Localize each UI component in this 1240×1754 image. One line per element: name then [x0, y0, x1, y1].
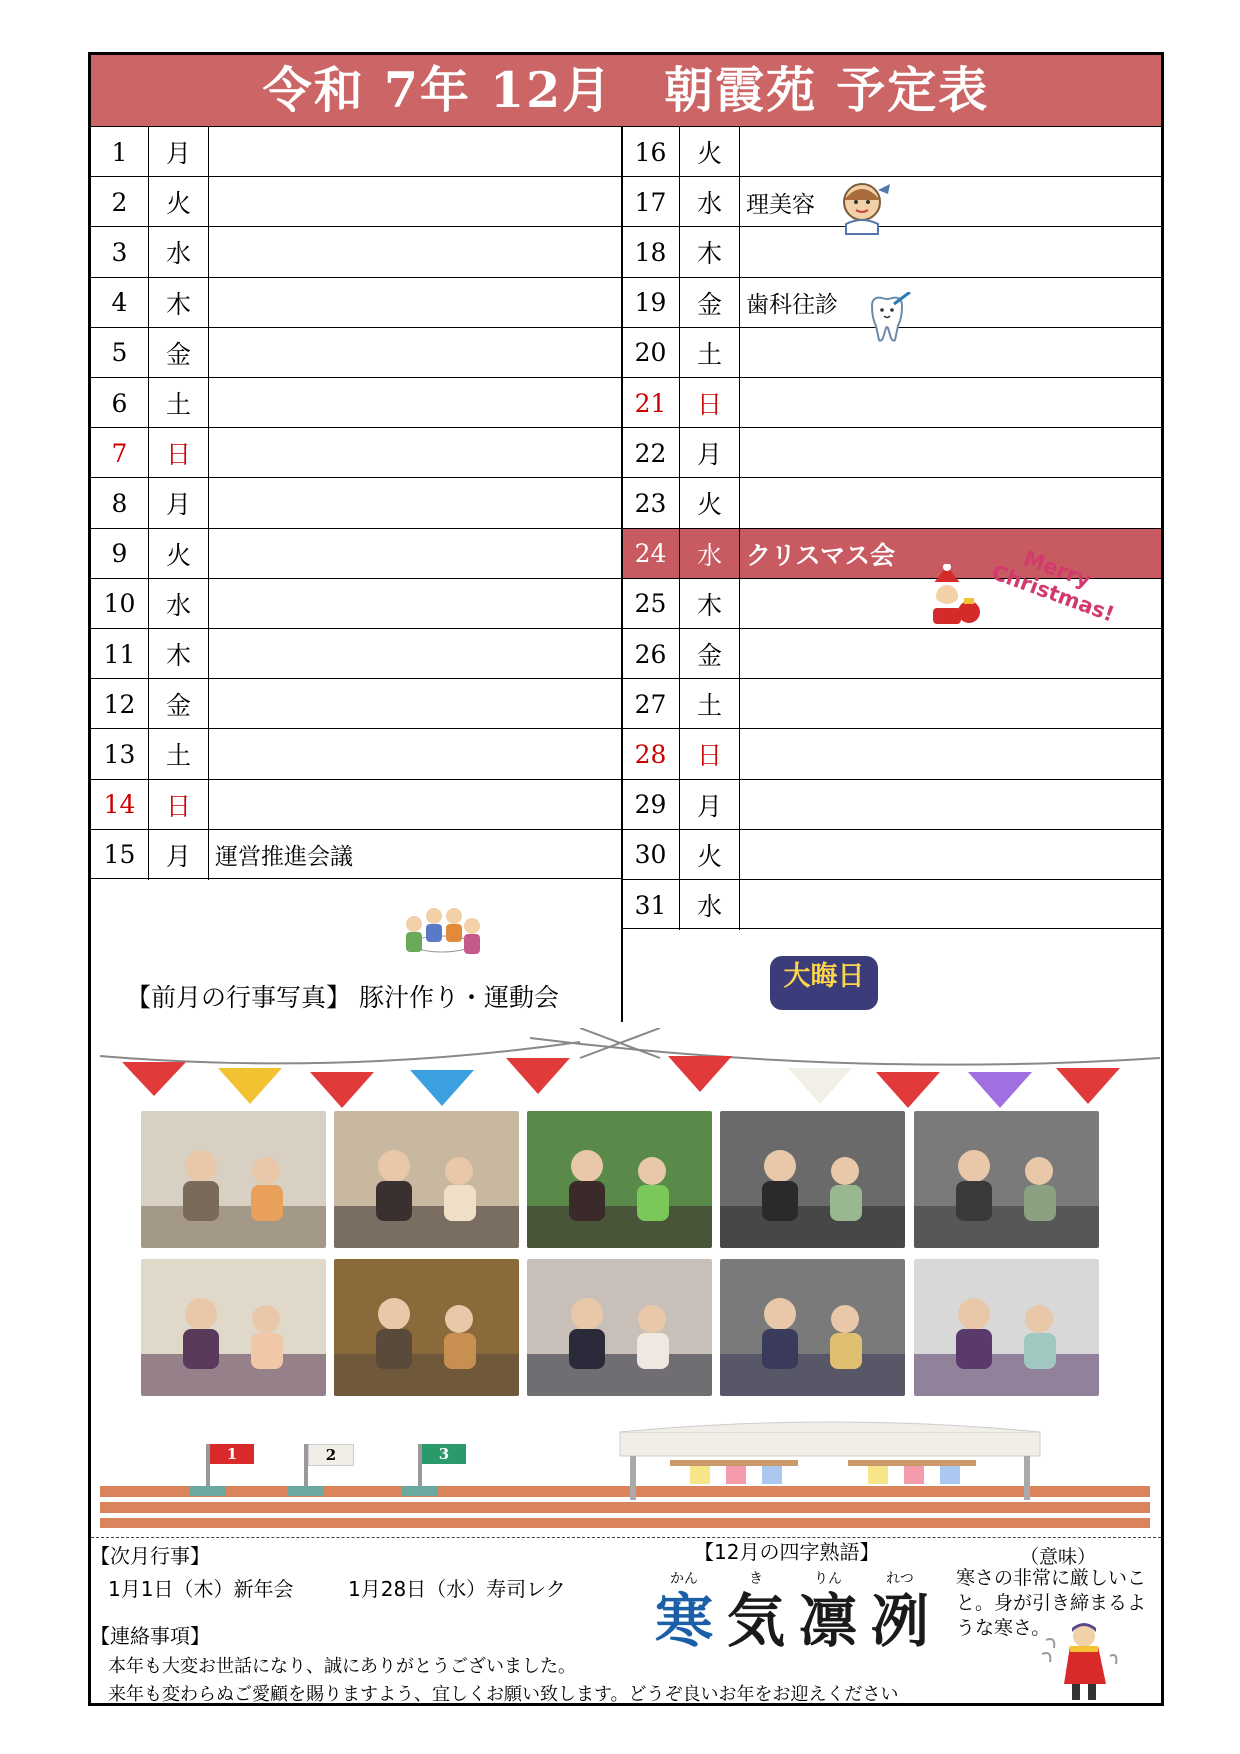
calendar-event: [740, 428, 1161, 478]
calendar-event: [209, 629, 622, 679]
calendar-weekday: 木: [680, 227, 740, 277]
yojijukugo-reading: き: [749, 1571, 763, 1587]
bunting-decoration: [100, 1028, 1160, 1120]
race-flag-1: 1: [210, 1444, 254, 1464]
calendar-date: 9: [91, 529, 149, 579]
calendar-date: 17: [622, 177, 680, 227]
yojijukugo-char-2: [720, 1568, 792, 1654]
calendar-event: クリスマス会: [746, 540, 896, 570]
calendar-event: [209, 729, 622, 779]
calendar-weekday: 金: [680, 629, 740, 679]
calendar-event: [740, 127, 1161, 177]
event-photo: [334, 1111, 519, 1248]
calendar-weekday: 月: [149, 127, 209, 177]
calendar-weekday: 金: [149, 328, 209, 378]
calendar-weekday: 日: [680, 729, 740, 779]
yojijukugo-char-4: [864, 1568, 936, 1654]
calendar-date: 12: [91, 679, 149, 729]
calendar-event: [740, 478, 1161, 528]
calendar-row: [91, 327, 622, 377]
calendar-row: [91, 829, 622, 879]
calendar-date: 27: [622, 679, 680, 729]
calendar-weekday: 火: [680, 478, 740, 528]
yojijukugo-heading: 【12月の四字熟語】: [694, 1540, 880, 1564]
calendar-left-column: [91, 126, 622, 966]
calendar-event: [740, 830, 1161, 880]
calendar-weekday: 日: [149, 428, 209, 478]
calendar-weekday: 水: [680, 880, 740, 930]
calendar-date: 22: [622, 428, 680, 478]
calendar-date: 5: [91, 328, 149, 378]
yojijukugo-reading: りん: [814, 1571, 842, 1587]
calendar-weekday: 火: [680, 127, 740, 177]
calendar-weekday: 土: [149, 729, 209, 779]
calendar-event: [209, 478, 622, 528]
calendar-date: 8: [91, 478, 149, 528]
calendar-weekday: 月: [680, 428, 740, 478]
calendar-weekday: 木: [149, 278, 209, 328]
calendar-date: 24: [622, 529, 680, 579]
calendar-event: [740, 378, 1161, 428]
calendar-row: [91, 226, 622, 276]
calendar-date: 6: [91, 378, 149, 428]
calendar-date: 31: [622, 880, 680, 930]
calendar-date: 21: [622, 378, 680, 428]
calendar-weekday: 土: [680, 679, 740, 729]
next-month-heading: 【次月行事】: [90, 1544, 210, 1568]
calendar-row: [91, 427, 622, 477]
calendar-date: 1: [91, 127, 149, 177]
calendar-date: 18: [622, 227, 680, 277]
hairdresser-icon: [834, 180, 892, 236]
calendar-row: [91, 126, 622, 176]
calendar-date: 15: [91, 830, 149, 880]
calendar-row: [622, 628, 1161, 678]
event-photo: [914, 1259, 1099, 1396]
calendar-row: [91, 728, 622, 778]
calendar-weekday: 月: [149, 830, 209, 880]
calendar-row: [91, 578, 622, 628]
calendar-weekday: 日: [149, 780, 209, 830]
calendar-event: [209, 378, 622, 428]
previous-month-heading: 【前月の行事写真】 豚汁作り・運動会: [126, 983, 559, 1012]
event-photo: [914, 1111, 1099, 1248]
event-photo: [527, 1111, 712, 1248]
calendar-date: 29: [622, 780, 680, 830]
calendar-weekday: 土: [680, 328, 740, 378]
calendar-weekday: 土: [149, 378, 209, 428]
calendar-event: [209, 278, 622, 328]
calendar-row: [622, 728, 1161, 778]
calendar-event: [209, 227, 622, 277]
calendar-weekday: 木: [680, 579, 740, 629]
calendar-date: 14: [91, 780, 149, 830]
calendar-row: [622, 126, 1161, 176]
meaning-heading: （意味）: [1020, 1546, 1097, 1568]
event-photo: [527, 1259, 712, 1396]
calendar-weekday: 火: [149, 177, 209, 227]
calendar-date: 10: [91, 579, 149, 629]
calendar-row: [622, 779, 1161, 829]
calendar-event: [740, 227, 1161, 277]
calendar-weekday: 水: [680, 177, 740, 227]
calendar-event: [209, 127, 622, 177]
calendar-row: [91, 528, 622, 578]
calendar-weekday: 火: [149, 529, 209, 579]
calendar-weekday: 金: [149, 679, 209, 729]
calendar-date: 13: [91, 729, 149, 779]
calendar-weekday: 木: [149, 629, 209, 679]
calendar-event: [209, 679, 622, 729]
calendar-row: [91, 176, 622, 226]
page-title: 令和 7年 12月 朝霞苑 予定表: [91, 55, 1161, 126]
calendar-weekday: 月: [680, 780, 740, 830]
next-month-item-2: 1月28日（水）寿司レク: [348, 1577, 566, 1601]
calendar-date: 26: [622, 629, 680, 679]
yojijukugo-row: [648, 1568, 938, 1668]
calendar-row: [91, 377, 622, 427]
calendar-event: [209, 428, 622, 478]
event-photo: [720, 1259, 905, 1396]
calendar-date: 2: [91, 177, 149, 227]
event-photo: [141, 1111, 326, 1248]
yojijukugo-kanji: 寒: [654, 1587, 713, 1655]
next-month-item-1: 1月1日（木）新年会: [108, 1577, 294, 1601]
calendar-event: [209, 579, 622, 629]
calendar-date: 28: [622, 729, 680, 779]
calendar-event: 理美容: [746, 191, 815, 218]
event-photo: [720, 1111, 905, 1248]
calendar-date: 25: [622, 579, 680, 629]
calendar-date: 20: [622, 328, 680, 378]
calendar-row: [91, 628, 622, 678]
yojijukugo-char-3: [792, 1568, 864, 1654]
calendar-row: [622, 678, 1161, 728]
calendar-date: 23: [622, 478, 680, 528]
meaning-text: 寒さの非常に厳しいこと。身が引き締まるような寒さ。: [956, 1567, 1147, 1639]
calendar-weekday: 水: [149, 227, 209, 277]
calendar-date: 19: [622, 278, 680, 328]
event-photo: [141, 1259, 326, 1396]
calendar-event: [740, 880, 1161, 930]
calendar-weekday: 水: [149, 579, 209, 629]
calendar-event: [740, 780, 1161, 830]
calendar-date: 7: [91, 428, 149, 478]
calendar-event: [209, 529, 622, 579]
race-flag-2: 2: [308, 1444, 354, 1466]
omisoka-badge: 大晦日: [770, 956, 878, 1010]
calendar-event: [209, 177, 622, 227]
calendar-weekday: 金: [680, 278, 740, 328]
yojijukugo-kanji: 気: [726, 1587, 785, 1655]
meeting-people-icon: [394, 904, 490, 962]
calendar-event: [209, 780, 622, 830]
calendar-event: [740, 729, 1161, 779]
calendar-date: 4: [91, 278, 149, 328]
merry-christmas-badge: Merry Christmas!: [988, 546, 1118, 627]
column-divider: [621, 126, 623, 1022]
bottom-top-border: [91, 1537, 1161, 1538]
calendar-event: [740, 629, 1161, 679]
calendar-weekday: 日: [680, 378, 740, 428]
calendar-date: 11: [91, 629, 149, 679]
calendar-event: [209, 328, 622, 378]
calendar-date: 3: [91, 227, 149, 277]
calendar-event: 運営推進会議: [215, 844, 353, 871]
calendar-event: [740, 679, 1161, 729]
calendar-row: [622, 477, 1161, 527]
notice-line-1: 本年も大変お世話になり、誠にありがとうございました。: [108, 1656, 576, 1677]
race-track-decoration: [100, 1418, 1160, 1534]
calendar-row: [91, 477, 622, 527]
yojijukugo-char-1: [648, 1568, 720, 1654]
calendar-row: [91, 779, 622, 829]
cold-person-icon: [1040, 1618, 1124, 1704]
calendar-weekday: 月: [149, 478, 209, 528]
calendar-date: 30: [622, 830, 680, 880]
santa-icon: [917, 564, 981, 626]
race-flag-3: 3: [422, 1444, 466, 1464]
calendar-row: [91, 277, 622, 327]
calendar-event: [740, 328, 1161, 378]
calendar-row: [622, 427, 1161, 477]
calendar-row: [91, 678, 622, 728]
calendar-date: 16: [622, 127, 680, 177]
calendar-row: [622, 377, 1161, 427]
yojijukugo-kanji: 凛: [798, 1587, 857, 1655]
calendar-weekday: 火: [680, 830, 740, 880]
yojijukugo-reading: かん: [670, 1571, 698, 1587]
event-photo: [334, 1259, 519, 1396]
calendar-event: 歯科往診: [746, 292, 838, 319]
notice-heading: 【連絡事項】: [90, 1624, 210, 1648]
calendar-weekday: 水: [680, 529, 740, 579]
yojijukugo-reading: れつ: [886, 1571, 914, 1587]
tooth-icon: [862, 292, 912, 344]
calendar-row: [622, 829, 1161, 879]
yojijukugo-kanji: 冽: [870, 1587, 929, 1655]
notice-line-2: 来年も変わらぬご愛顧を賜りますよう、宜しくお願い致します。どうぞ良いお年をお迎えください: [108, 1684, 899, 1705]
calendar-row: [622, 879, 1161, 929]
